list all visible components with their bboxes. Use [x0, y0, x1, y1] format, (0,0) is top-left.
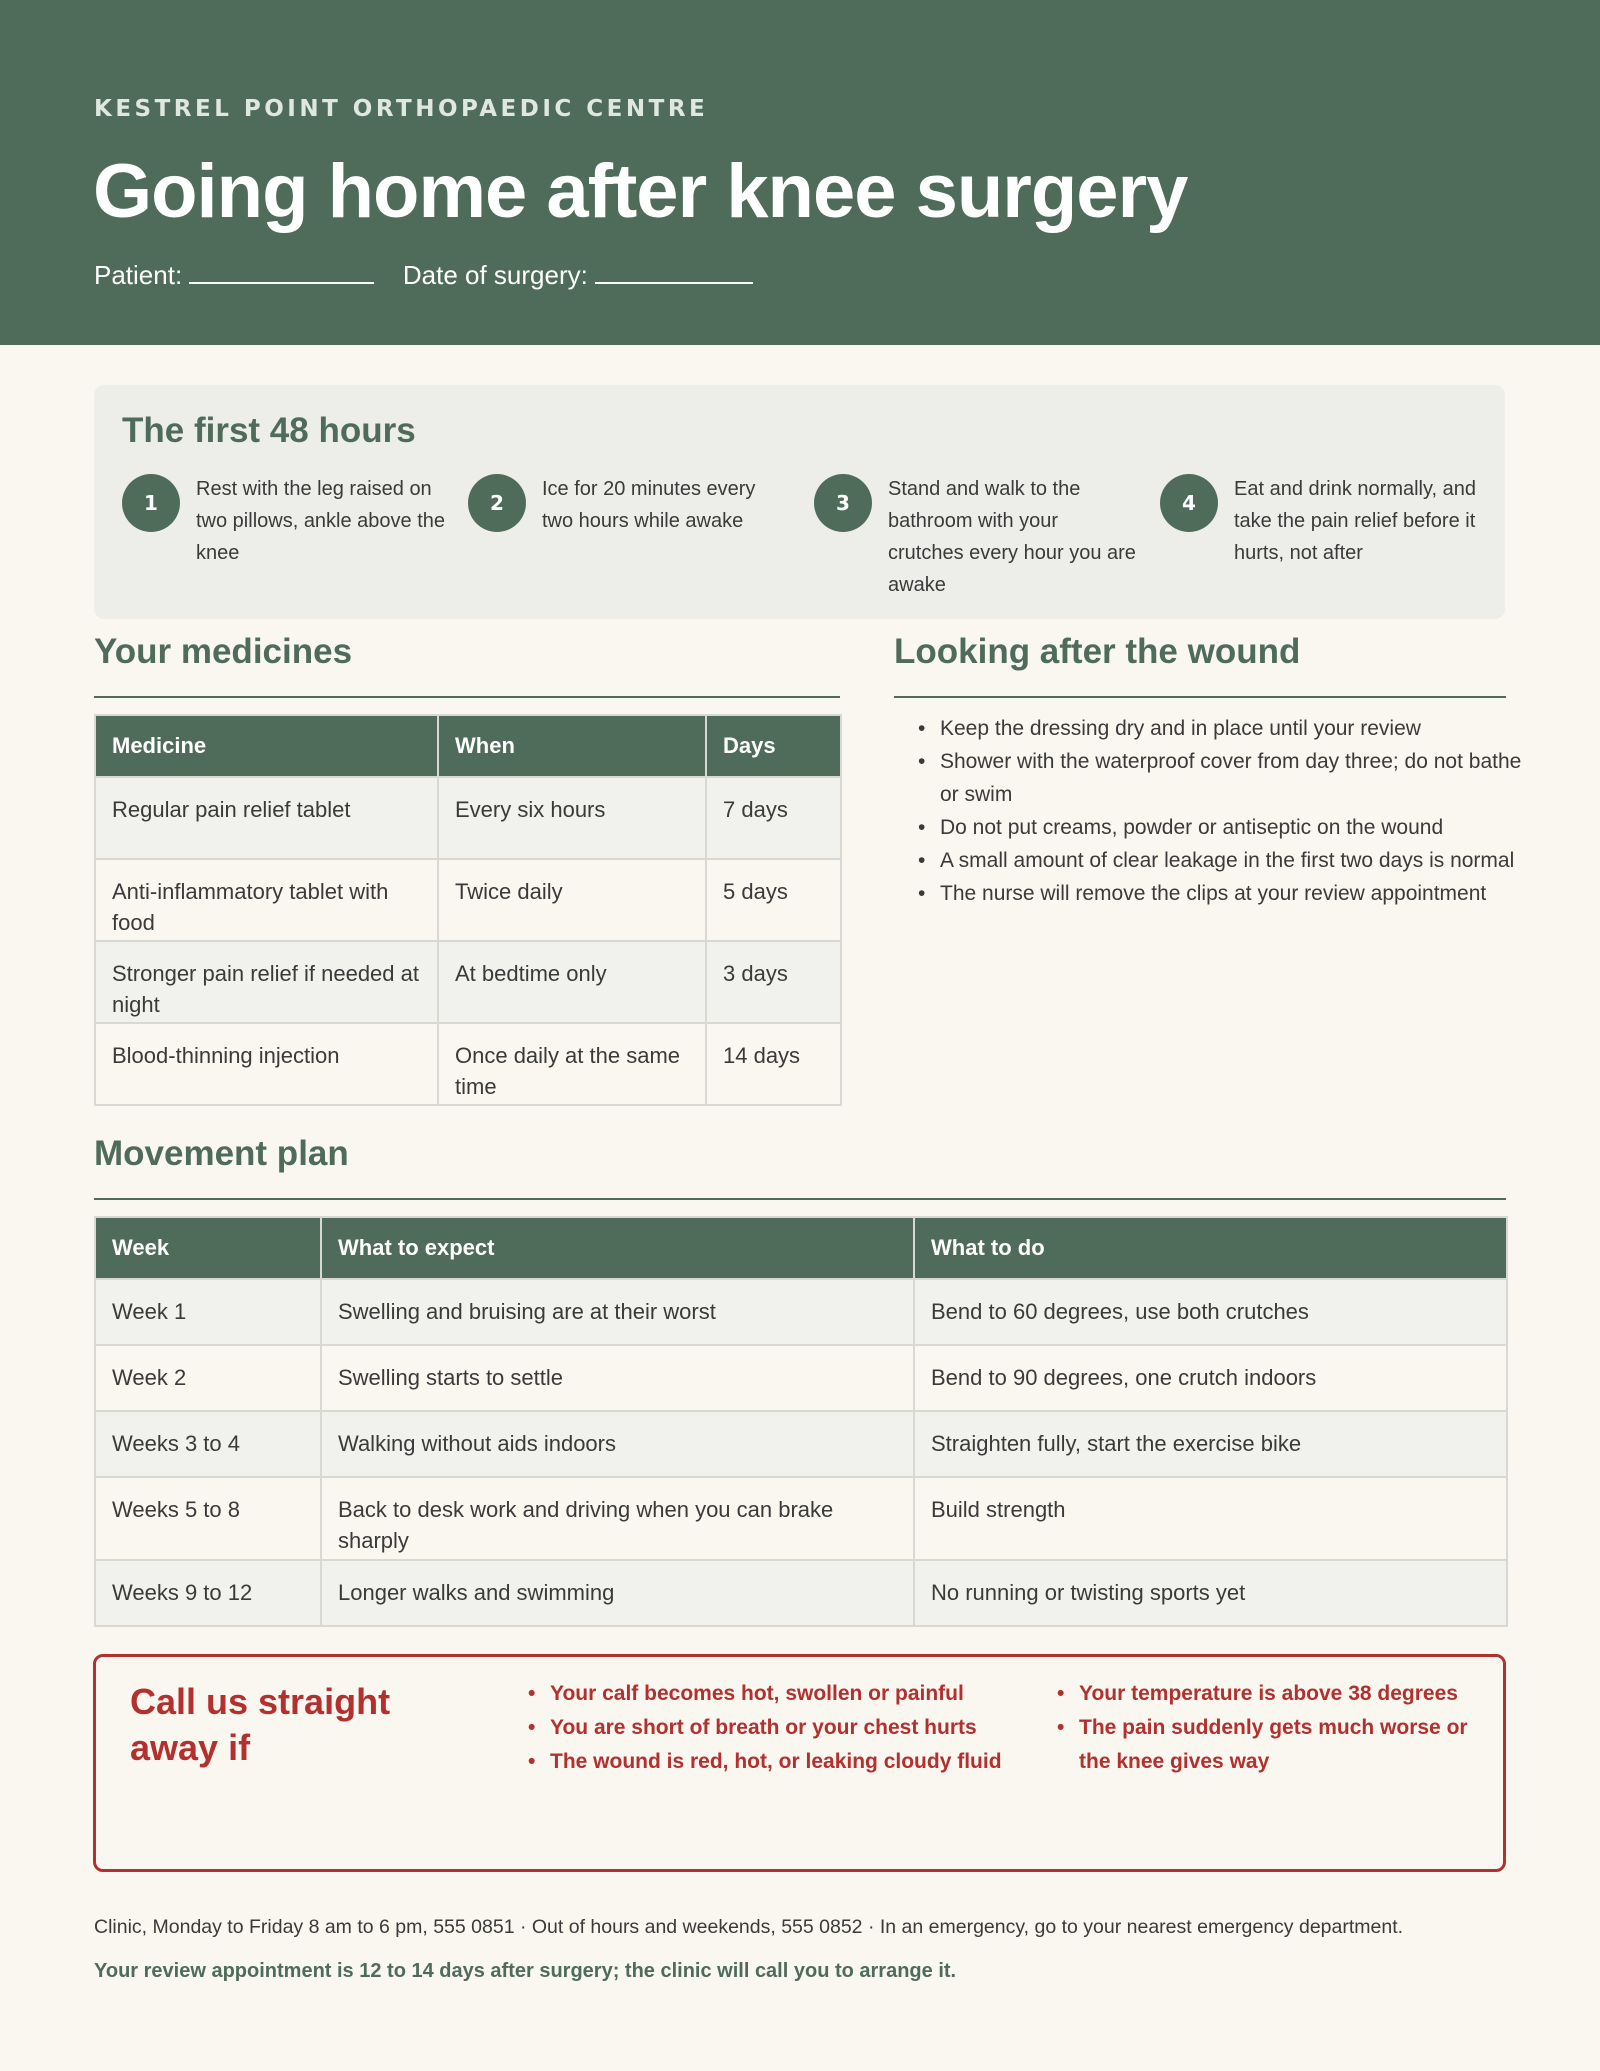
- medicines-table: [94, 714, 842, 1106]
- table-cell: Week 2: [95, 1345, 321, 1411]
- wound-divider: [894, 696, 1506, 698]
- organisation-name: KESTREL POINT ORTHOPAEDIC CENTRE: [94, 96, 709, 122]
- column-header: What to do: [914, 1217, 1507, 1279]
- table-cell: Back to desk work and driving when you can brake sharply: [321, 1477, 914, 1560]
- movement-table: [94, 1216, 1508, 1627]
- table-cell: Anti-inflammatory tablet with food: [95, 859, 438, 941]
- table-cell: Regular pain relief tablet: [95, 777, 438, 859]
- table-cell: No running or twisting sports yet: [914, 1560, 1507, 1626]
- table-cell: Bend to 90 degrees, one crutch indoors: [914, 1345, 1507, 1411]
- table-cell: Build strength: [914, 1477, 1507, 1560]
- patient-fields: [94, 260, 753, 291]
- list-item: • The pain suddenly gets much worse or the knee gives way: [1057, 1711, 1502, 1779]
- table-cell: Longer walks and swimming: [321, 1560, 914, 1626]
- step-number-badge: 3: [814, 474, 872, 532]
- table-cell: 3 days: [706, 941, 841, 1023]
- movement-divider: [94, 1198, 1506, 1200]
- table-cell: Stronger pain relief if needed at night: [95, 941, 438, 1023]
- table-row: [95, 777, 841, 859]
- table-cell: 5 days: [706, 859, 841, 941]
- table-cell: Every six hours: [438, 777, 706, 859]
- urgent-call-heading: Call us straight away if: [130, 1681, 391, 1768]
- list-item: • Your temperature is above 38 degrees: [1057, 1677, 1502, 1711]
- table-cell: 7 days: [706, 777, 841, 859]
- column-header: Days: [706, 715, 841, 777]
- list-item: • Keep the dressing dry and in place until your review: [918, 712, 1538, 745]
- table-cell: 14 days: [706, 1023, 841, 1105]
- table-header-row: [95, 715, 841, 777]
- column-header: When: [438, 715, 706, 777]
- table-cell: Once daily at the same time: [438, 1023, 706, 1105]
- page-header: [0, 0, 1600, 345]
- contact-details: Clinic, Monday to Friday 8 am to 6 pm, 555 0851 · Out of hours and weekends, 555 0852 · In an emergency, go to your nearest emergency department.: [94, 1916, 1404, 1938]
- medicines-heading: Your medicines: [94, 632, 353, 671]
- step-text: Stand and walk to the bathroom with your crutches every hour you are awake: [888, 478, 1136, 596]
- table-row: [95, 1411, 1507, 1477]
- list-item: • You are short of breath or your chest hurts: [528, 1711, 1008, 1745]
- list-item: • A small amount of clear leakage in the first two days is normal: [918, 844, 1538, 877]
- first-48-hours-panel: [94, 385, 1505, 619]
- table-cell: Weeks 5 to 8: [95, 1477, 321, 1560]
- table-row: [95, 1023, 841, 1105]
- table-cell: Bend to 60 degrees, use both crutches: [914, 1279, 1507, 1345]
- table-row: [95, 859, 841, 941]
- table-row: [95, 941, 841, 1023]
- list-item: • Your calf becomes hot, swollen or painful: [528, 1677, 1008, 1711]
- medicines-divider: [94, 696, 840, 698]
- table-cell: Swelling starts to settle: [321, 1345, 914, 1411]
- table-header-row: [95, 1217, 1507, 1279]
- step-text: Ice for 20 minutes every two hours while awake: [542, 478, 756, 532]
- table-cell: Twice daily: [438, 859, 706, 941]
- step-number-badge: 2: [468, 474, 526, 532]
- table-cell: Swelling and bruising are at their worst: [321, 1279, 914, 1345]
- table-cell: Straighten fully, start the exercise bike: [914, 1411, 1507, 1477]
- table-cell: Walking without aids indoors: [321, 1411, 914, 1477]
- patient-label: Patient:: [94, 260, 183, 290]
- table-cell: Week 1: [95, 1279, 321, 1345]
- step-text: Eat and drink normally, and take the pain relief before it hurts, not after: [1234, 478, 1476, 564]
- surgery-date-label: Date of surgery:: [402, 260, 588, 290]
- column-header: Medicine: [95, 715, 438, 777]
- table-cell: At bedtime only: [438, 941, 706, 1023]
- movement-heading: Movement plan: [94, 1134, 349, 1173]
- urgent-call-box: [93, 1654, 1506, 1872]
- wound-care-list: [918, 712, 1538, 910]
- list-item: • The nurse will remove the clips at your review appointment: [918, 877, 1538, 910]
- page-title: Going home after knee surgery: [93, 149, 1188, 234]
- step-number-badge: 4: [1160, 474, 1218, 532]
- table-row: [95, 1560, 1507, 1626]
- review-appointment-note: Your review appointment is 12 to 14 days after surgery; the clinic will call you to arrange it.: [94, 1960, 957, 1982]
- table-row: [95, 1477, 1507, 1560]
- column-header: Week: [95, 1217, 321, 1279]
- patient-name-blank: [189, 262, 374, 284]
- surgery-date-blank: [595, 262, 753, 284]
- table-cell: Blood-thinning injection: [95, 1023, 438, 1105]
- table-row: [95, 1279, 1507, 1345]
- warning-signs-list: [1057, 1677, 1502, 1779]
- step-text: Rest with the leg raised on two pillows, ankle above the knee: [196, 478, 446, 564]
- table-row: [95, 1345, 1507, 1411]
- table-cell: Weeks 3 to 4: [95, 1411, 321, 1477]
- first-48-hours-heading: The first 48 hours: [122, 411, 416, 450]
- column-header: What to expect: [321, 1217, 914, 1279]
- list-item: • The wound is red, hot, or leaking cloudy fluid: [528, 1745, 1008, 1779]
- wound-heading: Looking after the wound: [894, 632, 1301, 671]
- list-item: • Do not put creams, powder or antiseptic on the wound: [918, 811, 1538, 844]
- warning-signs-list: [528, 1677, 1008, 1779]
- step-number-badge: 1: [122, 474, 180, 532]
- table-cell: Weeks 9 to 12: [95, 1560, 321, 1626]
- list-item: • Shower with the waterproof cover from day three; do not bathe or swim: [918, 745, 1538, 811]
